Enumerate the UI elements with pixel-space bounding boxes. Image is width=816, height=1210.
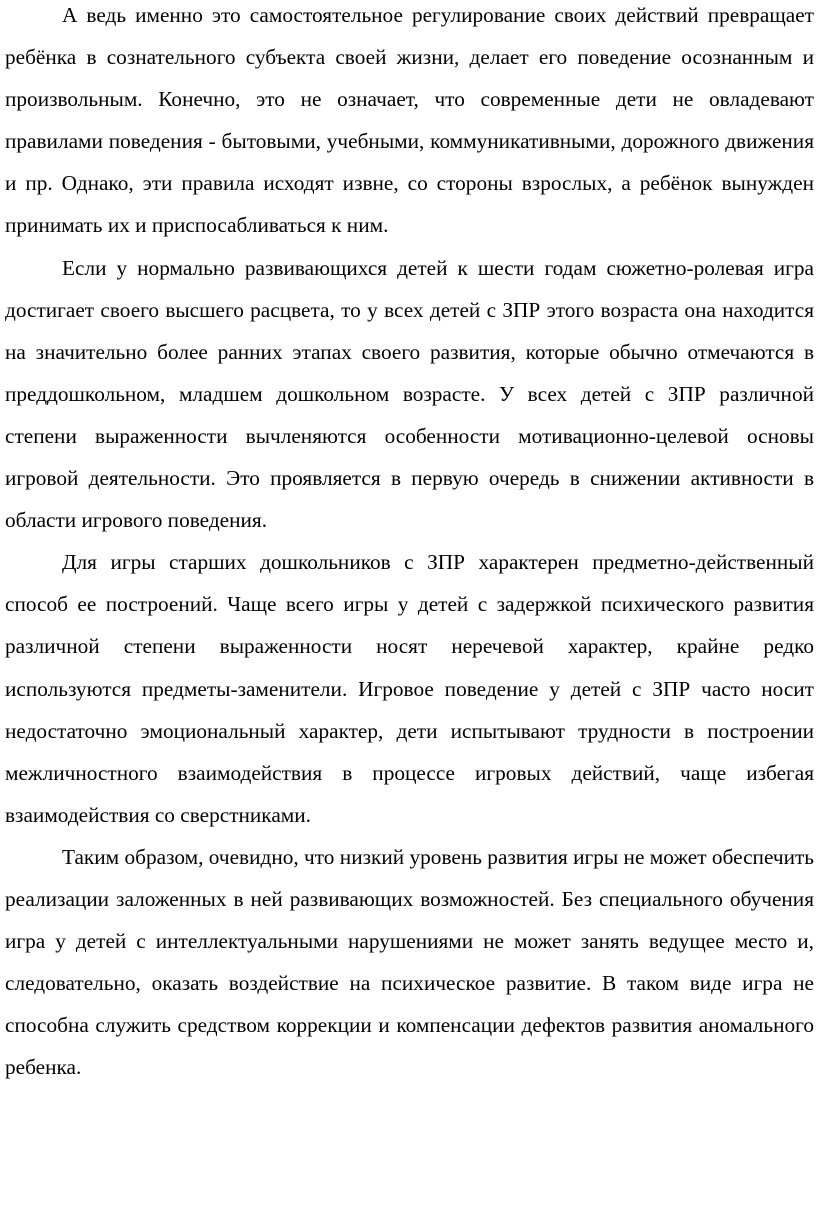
paragraph-3: Для игры старших дошкольников с ЗПР характерен предметно-действенный способ ее построений. Чаще всего игры у детей с задержкой психического развития различной степени выраженности носят неречевой характер, крайне редко используются предметы-заменители. Игровое поведение у детей с ЗПР часто носит недостаточно эмоциональный характер, дети испытывают трудности в построении межличностного взаимодействия в процессе игровых действий, чаще избегая взаимодействия со сверстниками. [5,550,814,827]
document-body [5,0,814,1088]
paragraph-4: Таким образом, очевидно, что низкий уровень развития игры не может обеспечить реализации заложенных в ней развивающих возможностей. Без специального обучения игра у детей с интеллектуальными нарушениями не может занять ведущее место и, следовательно, оказать воздействие на психическое развитие. В таком виде игра не способна служить средством коррекции и компенсации дефектов развития аномального ребенка. [5,844,814,1080]
paragraph-2: Если у нормально развивающихся детей к шести годам сюжетно-ролевая игра достигает своего высшего расцвета, то у всех детей с ЗПР этого возраста она находится на значительно более ранних этапах своего развития, которые обычно отмечаются в преддошкольном, младшем дошкольном возрасте. У всех детей с ЗПР различной степени выраженности вычленяются особенности мотивационно-целевой основы игровой деятельности. Это проявляется в первую очередь в снижении активности в области игрового поведения. [5,255,814,533]
paragraph-1: А ведь именно это самостоятельное регулирование своих действий превращает ребёнка в сознательного субъекта своей жизни, делает его поведение осознанным и произвольным. Конечно, это не означает, что современные дети не овладевают правилами поведения - бытовыми, учебными, коммуникативными, дорожного движения и пр. Однако, эти правила исходят извне, со стороны взрослых, а ребёнок вынужден принимать их и приспосабливаться к ним. [5,3,814,238]
